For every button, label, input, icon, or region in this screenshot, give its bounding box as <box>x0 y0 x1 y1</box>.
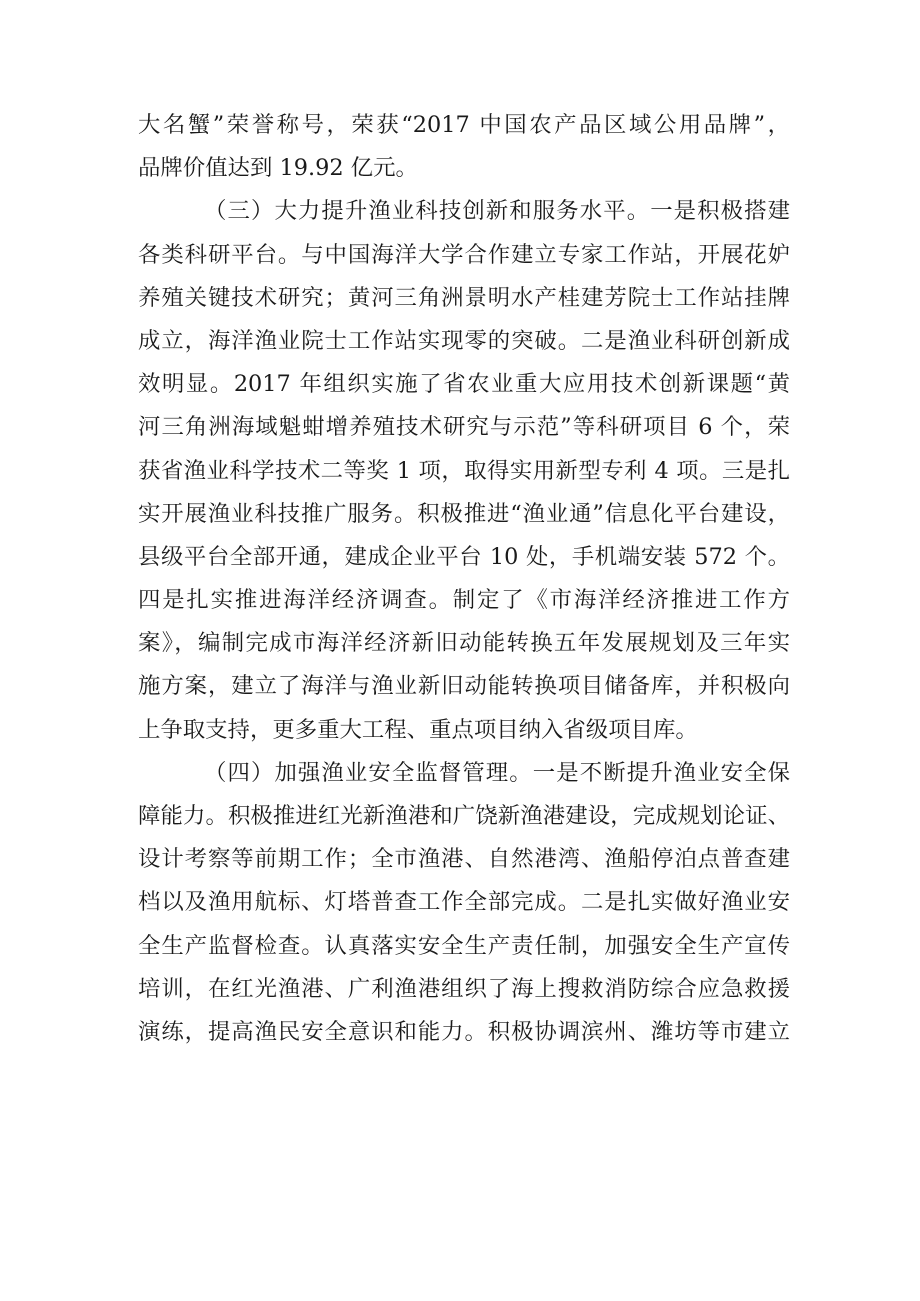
text-line: 演练，提高渔民安全意识和能力。积极协调滨州、潍坊等市建立 <box>138 1018 790 1045</box>
text-line: 实开展渔业科技推广服务。积极推进“渔业通”信息化平台建设， <box>138 500 790 527</box>
text-line: 品牌价值达到 19.92 亿元。 <box>138 155 418 182</box>
text-line: 培训，在红光渔港、广利渔港组织了海上搜救消防综合应急救援 <box>138 975 790 1002</box>
text-line: 案》，编制完成市海洋经济新旧动能转换五年发展规划及三年实 <box>138 630 790 657</box>
text-line: 养殖关键技术研究；黄河三角洲景明水产桂建芳院士工作站挂牌 <box>138 284 790 311</box>
text-line: 四是扎实推进海洋经济调查。制定了《市海洋经济推进工作方 <box>138 587 790 614</box>
text-line: 施方案，建立了海洋与渔业新旧动能转换项目储备库，并积极向 <box>138 673 790 700</box>
text-line: 获省渔业科学技术二等奖 1 项，取得实用新型专利 4 项。三是扎 <box>138 457 790 484</box>
text-line: 障能力。积极推进红光新渔港和广饶新渔港建设，完成规划论证、 <box>138 803 790 829</box>
text-line: 效明显。2017 年组织实施了省农业重大应用技术创新课题“黄 <box>138 371 790 398</box>
text-line: 上争取支持，更多重大工程、重点项目纳入省级项目库。 <box>138 716 698 743</box>
section-heading-line: （三）大力提升渔业科技创新和服务水平。一是积极搭建 <box>204 198 790 225</box>
section-heading-line: （四）加强渔业安全监督管理。一是不断提升渔业安全保 <box>204 759 790 786</box>
text-line: 县级平台全部开通，建成企业平台 10 处，手机端安装 572 个。 <box>138 543 790 570</box>
text-line: 大名蟹”荣誉称号，荣获“2017 中国农产品区域公用品牌”， <box>138 112 790 138</box>
text-line: 全生产监督检查。认真落实安全生产责任制，加强安全生产宣传 <box>138 932 790 959</box>
text-line: 河三角洲海域魁蚶增养殖技术研究与示范”等科研项目 6 个，荣 <box>138 414 790 441</box>
text-line: 设计考察等前期工作；全市渔港、自然港湾、渔船停泊点普查建 <box>138 846 790 873</box>
body-text <box>138 104 790 1054</box>
text-line: 各类科研平台。与中国海洋大学合作建立专家工作站，开展花妒 <box>138 241 790 268</box>
text-line: 档以及渔用航标、灯塔普查工作全部完成。二是扎实做好渔业安 <box>138 889 790 916</box>
text-line: 成立，海洋渔业院士工作站实现零的突破。二是渔业科研创新成 <box>138 327 790 354</box>
